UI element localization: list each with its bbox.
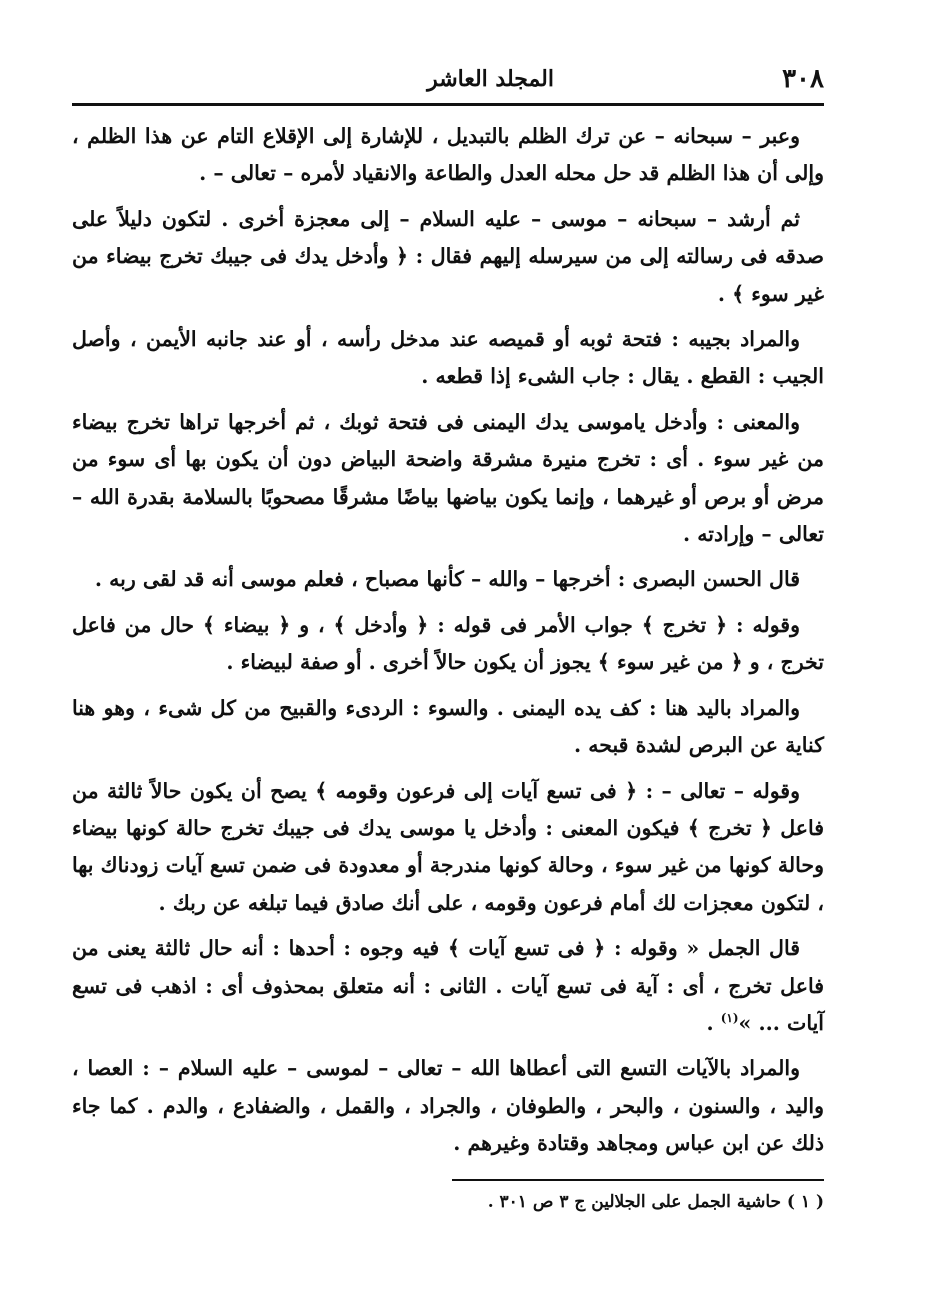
header-rule xyxy=(72,103,824,106)
paragraph-1: وعبر – سبحانه – عن ترك الظلم بالتبديل ، للإشارة إلى الإقلاع التام عن هذا الظلم ، وإلى أن هذا الظلم قد حل محله العدل والطاعة والانقياد لأمره – تعالى – . xyxy=(72,124,824,186)
running-head: المجلد العاشر xyxy=(427,66,554,92)
paragraph-6: وقوله : ﴿ تخرج ﴾ جواب الأمر فى قوله : ﴿ وأدخل ﴾ ، و ﴿ بيضاء ﴾ حال من فاعل تخرج ، و ﴿ من غير سوء ﴾ يجوز أن يكون حالاً أخرى . أو صفة لبيضاء . xyxy=(72,612,824,675)
paragraph-2: ثم أرشد – سبحانه – موسى – عليه السلام – إلى معجزة أخرى . لتكون دليلاً على صدقه فى رسالته إلى من سيرسله إليهم فقال : ﴿ وأدخل يدك فى جيبك تخرج بيضاء من غير سوء ﴾ . xyxy=(72,206,824,306)
jamal-quote-end: . xyxy=(706,1010,721,1035)
paragraph-9-jamal-quote xyxy=(72,930,824,1042)
paragraph-5: قال الحسن البصرى : أخرجها – والله – كأنها مصباح ، فعلم موسى أنه قد لقى ربه . xyxy=(94,567,800,592)
jamal-quote-text: قال الجمل « وقوله : ﴿ فى تسع آيات ﴾ فيه وجوه : أحدها : أنه حال ثالثة يعنى من فاعل تخرج ، أى : آية فى تسع آيات . الثانى : أنه متعلق بمحذوف أى : اذهب فى تسع آيات ... » xyxy=(72,936,824,1035)
footnote-rule xyxy=(452,1179,824,1181)
footnote-reference[interactable]: (١) xyxy=(720,1011,739,1026)
page-header xyxy=(72,62,824,102)
paragraph-4: والمعنى : وأدخل ياموسى يدك اليمنى فى فتحة ثوبك ، ثم أخرجها تراها تخرج بيضاء من غير سوء . أى : تخرج منيرة مشرقة واضحة البياض دون أن يكون بها أى سوء من مرض أو برص أو غيرهما ، وإنما يكون بياضها بياضًا مشرقًا مصحوبًا بالسلامة بقدرة الله – تعالى – وإرادته . xyxy=(72,409,824,547)
paragraph-7: والمراد باليد هنا : كف يده اليمنى . والسوء : الردىء والقبيح من كل شىء ، وهو هنا كناية عن البرص لشدة قبحه . xyxy=(72,695,824,758)
paragraph-8: وقوله – تعالى – : ﴿ فى تسع آيات إلى فرعون وقومه ﴾ يصح أن يكون حالاً ثالثة من فاعل ﴿ تخرج ﴾ فيكون المعنى : وأدخل يا موسى يدك فى جيبك تخرج حالة كونها بيضاء وحالة كونها من غير سوء ، وحالة كونها مندرجة أو معدودة فى ضمن تسع آيات زودناك بها ، لتكون معجزات لك أمام فرعون وقومه ، على أنك صادق فيما تبلغه عن ربك . xyxy=(72,778,824,915)
page-number: ٣٠٨ xyxy=(782,64,824,94)
paragraph-3: والمراد بجيبه : فتحة ثوبه أو قميصه عند مدخل رأسه ، أو عند جانبه الأيمن ، وأصل الجيب : القطع . يقال : جاب الشىء إذا قطعه . xyxy=(72,327,824,389)
footnote: ( ١ ) حاشية الجمل على الجلالين ج ٣ ص ٣٠١ . xyxy=(487,1192,824,1212)
paragraph-10: والمراد بالآيات التسع التى أعطاها الله – تعالى – لموسى – عليه السلام – : العصا ، واليد ، والسنون ، والبحر ، والطوفان ، والجراد ، والقمل ، والضفادع ، والدم . كما جاء ذلك عن ابن عباس ومجاهد وقتادة وغيرهم . xyxy=(72,1056,824,1156)
body-text xyxy=(72,118,824,1171)
